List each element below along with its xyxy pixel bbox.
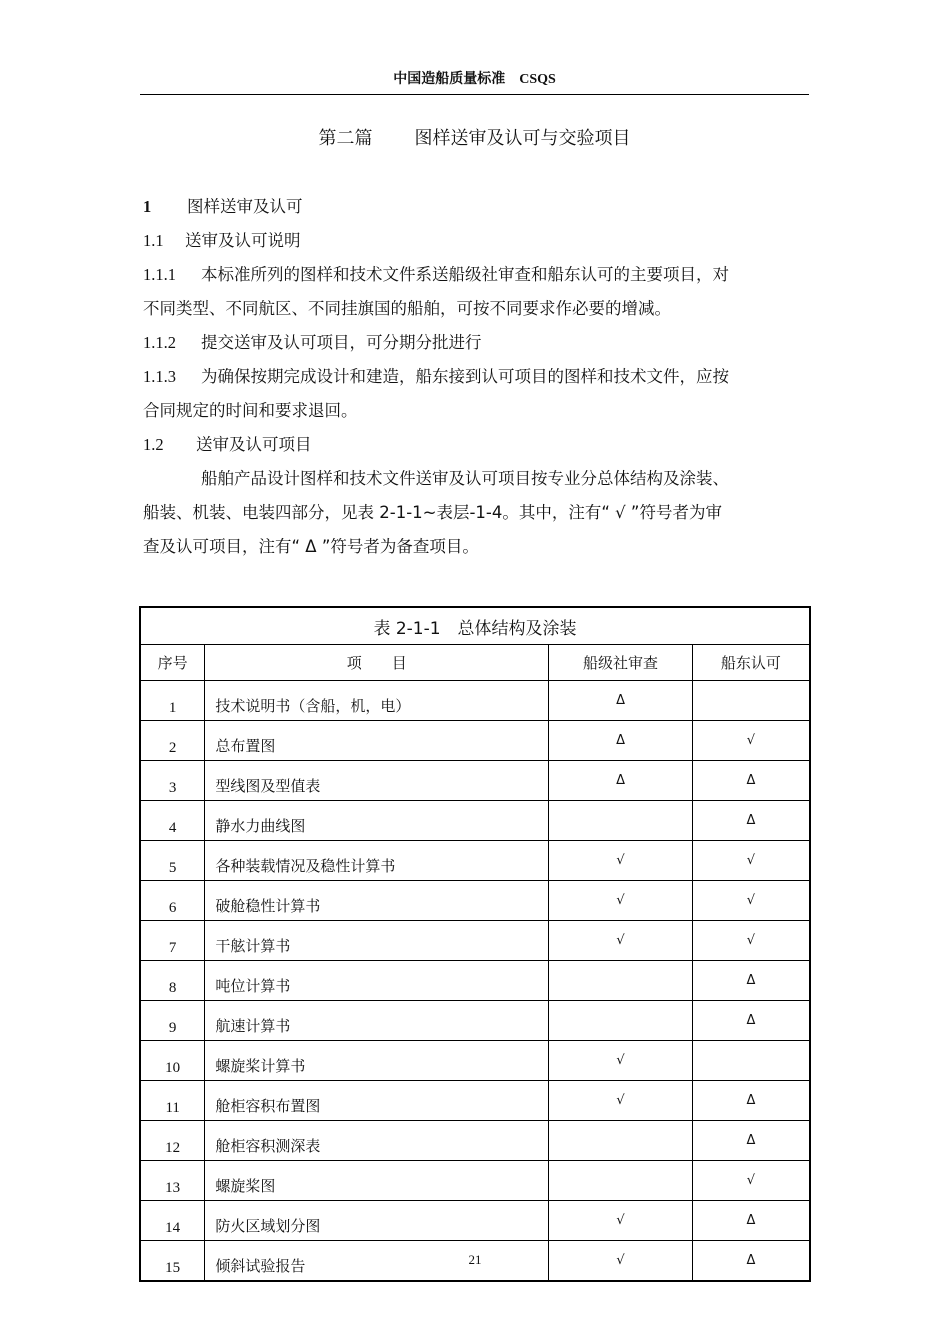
row-item: 螺旋桨计算书 <box>205 1041 549 1081</box>
row-number: 4 <box>140 801 205 841</box>
row-owner-mark: √ <box>692 921 810 961</box>
paragraph-text: 本标准所列的图样和技术文件系送船级社审查和船东认可的主要项目，对 <box>201 265 729 284</box>
row-society-mark: √ <box>549 841 693 881</box>
row-society-mark: Δ <box>549 721 693 761</box>
row-society-mark: √ <box>549 1201 693 1241</box>
row-number: 14 <box>140 1201 205 1241</box>
table-row <box>140 961 810 1001</box>
row-society-mark: √ <box>549 921 693 961</box>
row-society-mark <box>549 1161 693 1201</box>
paragraph-text: 为确保按期完成设计和建造，船东接到认可项目的图样和技术文件，应按 <box>201 367 729 386</box>
row-society-mark: √ <box>549 1241 693 1282</box>
section-heading: 图样送审及认可 <box>187 197 303 216</box>
section-number: 1.1.2 <box>143 333 176 352</box>
page-header <box>140 68 809 95</box>
row-owner-mark: Δ <box>692 761 810 801</box>
body-text <box>143 190 809 564</box>
row-society-mark: √ <box>549 1041 693 1081</box>
row-item: 总布置图 <box>205 721 549 761</box>
row-owner-mark: Δ <box>692 1081 810 1121</box>
header-no: 序号 <box>140 645 205 681</box>
section-heading: 送审及认可项目 <box>196 435 312 454</box>
section-number: 1.2 <box>143 435 164 454</box>
table-row <box>140 1081 810 1121</box>
table-caption-row <box>140 607 810 645</box>
row-item: 航速计算书 <box>205 1001 549 1041</box>
row-society-mark: Δ <box>549 761 693 801</box>
row-number: 10 <box>140 1041 205 1081</box>
row-owner-mark <box>692 681 810 721</box>
chapter-name: 图样送审及认可与交验项目 <box>414 128 631 149</box>
row-item: 各种装载情况及稳性计算书 <box>205 841 549 881</box>
paragraph-line-3: 查及认可项目，注有“ Δ ”符号者为备查项目。 <box>143 537 479 556</box>
paragraph-text: 提交送审及认可项目，可分期分批进行 <box>201 333 482 352</box>
row-item: 干舷计算书 <box>205 921 549 961</box>
row-society-mark: √ <box>549 881 693 921</box>
header-title: 中国造船质量标准 <box>393 71 506 87</box>
row-item: 型线图及型值表 <box>205 761 549 801</box>
row-society-mark: √ <box>549 1081 693 1121</box>
row-owner-mark <box>692 1041 810 1081</box>
header-society-review: 船级社审查 <box>549 645 693 681</box>
row-item: 技术说明书（含船，机，电） <box>205 681 549 721</box>
paragraph-line-1: 船舶产品设计图样和技术文件送审及认可项目按专业分总体结构及涂装、 <box>201 469 729 488</box>
header-owner-approval: 船东认可 <box>692 645 810 681</box>
section-1 <box>143 190 809 224</box>
row-owner-mark: Δ <box>692 1121 810 1161</box>
table-row <box>140 1001 810 1041</box>
row-item: 防火区域划分图 <box>205 1201 549 1241</box>
row-item: 舱柜容积布置图 <box>205 1081 549 1121</box>
chapter-title <box>140 124 809 150</box>
row-item: 吨位计算书 <box>205 961 549 1001</box>
header-code: CSQS <box>519 72 556 87</box>
section-1-1-3-line-2: 合同规定的时间和要求退回。 <box>143 401 358 420</box>
row-society-mark <box>549 1121 693 1161</box>
row-item: 破舱稳性计算书 <box>205 881 549 921</box>
section-1-2 <box>143 428 809 462</box>
row-number: 9 <box>140 1001 205 1041</box>
row-owner-mark: √ <box>692 881 810 921</box>
row-number: 12 <box>140 1121 205 1161</box>
approval-table <box>139 606 811 1282</box>
section-number: 1.1.1 <box>143 265 176 284</box>
section-heading: 送审及认可说明 <box>185 231 301 250</box>
table-row <box>140 761 810 801</box>
section-1-1-1-line-2: 不同类型、不同航区、不同挂旗国的船舶，可按不同要求作必要的增减。 <box>143 299 671 318</box>
section-number: 1.1 <box>143 231 164 250</box>
table-row <box>140 1161 810 1201</box>
table-row <box>140 801 810 841</box>
row-owner-mark: Δ <box>692 801 810 841</box>
table-row <box>140 1041 810 1081</box>
table-container <box>139 606 811 1282</box>
section-1-1-1-line-1 <box>143 258 809 292</box>
row-item: 静水力曲线图 <box>205 801 549 841</box>
row-owner-mark: √ <box>692 721 810 761</box>
row-number: 3 <box>140 761 205 801</box>
row-item: 螺旋桨图 <box>205 1161 549 1201</box>
row-owner-mark: √ <box>692 841 810 881</box>
section-1-1-2 <box>143 326 809 360</box>
table-row <box>140 1201 810 1241</box>
row-number: 8 <box>140 961 205 1001</box>
table-row <box>140 841 810 881</box>
row-society-mark <box>549 961 693 1001</box>
row-owner-mark: Δ <box>692 1001 810 1041</box>
table-row <box>140 1121 810 1161</box>
chapter-number: 第二篇 <box>318 128 373 149</box>
section-number: 1 <box>143 197 152 216</box>
section-number: 1.1.3 <box>143 367 176 386</box>
table-row <box>140 881 810 921</box>
section-1-1 <box>143 224 809 258</box>
header-item: 项 目 <box>205 645 549 681</box>
row-number: 13 <box>140 1161 205 1201</box>
row-society-mark <box>549 1001 693 1041</box>
row-society-mark <box>549 801 693 841</box>
table-caption: 表 2-1-1 总体结构及涂装 <box>140 607 810 645</box>
table-row <box>140 721 810 761</box>
table-row <box>140 681 810 721</box>
page-number: 21 <box>468 1252 482 1267</box>
row-owner-mark: √ <box>692 1161 810 1201</box>
table-header-row <box>140 645 810 681</box>
row-number: 7 <box>140 921 205 961</box>
section-1-1-3-line-1 <box>143 360 809 394</box>
row-number: 1 <box>140 681 205 721</box>
paragraph-line-2: 船装、机装、电装四部分，见表 2-1-1~表层-1-4。其中，注有“ √ ”符号者为审 <box>143 503 722 522</box>
row-owner-mark: Δ <box>692 1241 810 1282</box>
row-owner-mark: Δ <box>692 1201 810 1241</box>
row-society-mark: Δ <box>549 681 693 721</box>
row-owner-mark: Δ <box>692 961 810 1001</box>
row-item: 舱柜容积测深表 <box>205 1121 549 1161</box>
row-number: 6 <box>140 881 205 921</box>
row-number: 11 <box>140 1081 205 1121</box>
row-number: 15 <box>140 1241 205 1282</box>
table-body <box>140 681 810 1282</box>
row-number: 5 <box>140 841 205 881</box>
table-row <box>140 921 810 961</box>
row-item: 倾斜试验报告 <box>205 1241 549 1282</box>
row-number: 2 <box>140 721 205 761</box>
